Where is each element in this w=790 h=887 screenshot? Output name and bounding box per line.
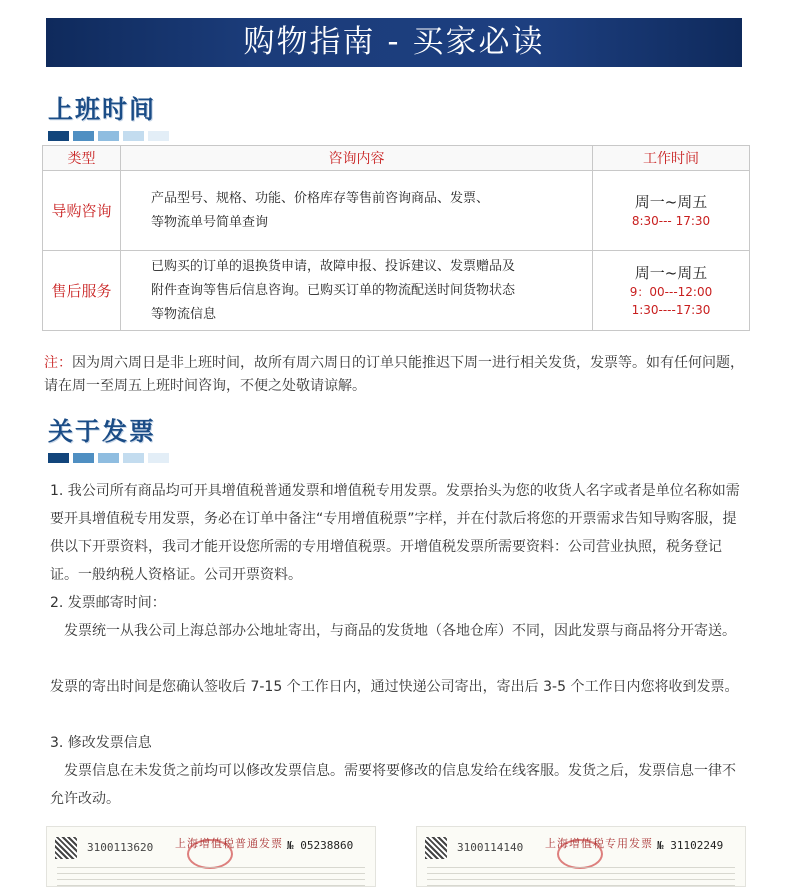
invoice-image-general xyxy=(46,826,376,887)
invoice-title: 上海增值税专用发票 xyxy=(545,837,653,850)
title-decoration-bars xyxy=(48,453,169,463)
working-hours-table xyxy=(42,145,750,331)
invoice-samples xyxy=(46,826,746,887)
note-text: 因为周六周日是非上班时间，故所有周六周日的订单只能推迟下周一进行相关发货，发票等。如有任何问题，请在周一至周五上班时间咨询，不便之处敬请谅解。 xyxy=(44,355,744,394)
title-decoration-bars xyxy=(48,131,169,141)
invoice-paragraph-1: 1. 我公司所有商品均可开具增值税普通发票和增值税专用发票。发票抬头为您的收货人名字或者是单位名称如需要开具增值税专用发票，务必在订单中备注“专用增值税票”字样，并在付款后将您的开票需求告知导购客服，提供以下开票资料，我司才能开设您所需的专用增值税票。开增值税发票所需要资料：公司营业执照，税务登记证。一般纳税人资格证。公司开票资料。 xyxy=(50,483,740,583)
invoice-paragraph-4: 发票的寄出时间是您确认签收后 7-15 个工作日内，通过快递公司寄出，寄出后 3-5 个工作日内您将收到发票。 xyxy=(50,679,739,695)
time-days: 周一~周五 xyxy=(634,192,708,211)
invoice-lines xyxy=(57,867,365,887)
invoice-paragraph-3: 发票统一从我公司上海总部办公地址寄出，与商品的发货地（各地仓库）不同，因此发票与商品将分开寄送。 xyxy=(64,623,736,639)
invoice-number: № 05238860 xyxy=(287,839,354,852)
time-hours: 9：00---12:00 xyxy=(629,284,713,299)
hours-note xyxy=(44,352,750,398)
invoice-image-special xyxy=(416,826,746,887)
row-type: 导购咨询 xyxy=(43,171,121,251)
invoice-code: 3100114140 xyxy=(457,841,524,854)
table-row xyxy=(43,171,750,251)
row-time xyxy=(593,171,750,251)
note-label: 注： xyxy=(44,355,72,371)
qr-code-icon xyxy=(55,837,77,859)
time-days: 周一~周五 xyxy=(634,263,708,282)
content-line: 等物流信息 xyxy=(151,306,217,322)
invoice-lines xyxy=(427,867,735,887)
row-content xyxy=(121,251,593,331)
header-time: 工作时间 xyxy=(593,146,750,171)
hours-section-header xyxy=(48,90,169,141)
invoice-code: 3100113620 xyxy=(87,841,154,854)
header-content: 咨询内容 xyxy=(121,146,593,171)
invoice-section-header xyxy=(48,412,169,463)
invoice-number: № 31102249 xyxy=(657,839,724,852)
header-type: 类型 xyxy=(43,146,121,171)
time-hours: 8:30--- 17:30 xyxy=(631,213,711,228)
row-time xyxy=(593,251,750,331)
invoice-paragraph-5: 3. 修改发票信息 xyxy=(50,735,152,751)
table-header-row xyxy=(43,146,750,171)
qr-code-icon xyxy=(425,837,447,859)
content-line: 附件查询等售后信息咨询。已购买订单的物流配送时间货物状态 xyxy=(151,282,516,298)
time-hours: 1:30----17:30 xyxy=(631,302,711,317)
invoice-paragraph-2: 2. 发票邮寄时间： xyxy=(50,595,166,611)
invoice-paragraph-6: 发票信息在未发货之前均可以修改发票信息。需要将要修改的信息发给在线客服。发货之后，发票信息一律不允许改动。 xyxy=(50,763,736,807)
hours-section-title: 上班时间 xyxy=(48,95,157,124)
invoice-title: 上海增值税普通发票 xyxy=(175,837,283,850)
invoice-section-title: 关于发票 xyxy=(48,417,157,446)
row-type: 售后服务 xyxy=(43,251,121,331)
row-content xyxy=(121,171,593,251)
content-line: 已购买的订单的退换货申请，故障申报、投诉建议、发票赠品及 xyxy=(151,258,516,274)
table-row xyxy=(43,251,750,331)
content-line: 等物流单号简单查询 xyxy=(151,214,269,230)
content-line: 产品型号、规格、功能、价格库存等售前咨询商品、发票、 xyxy=(151,190,490,206)
page-banner: 购物指南 - 买家必读 xyxy=(46,18,742,67)
